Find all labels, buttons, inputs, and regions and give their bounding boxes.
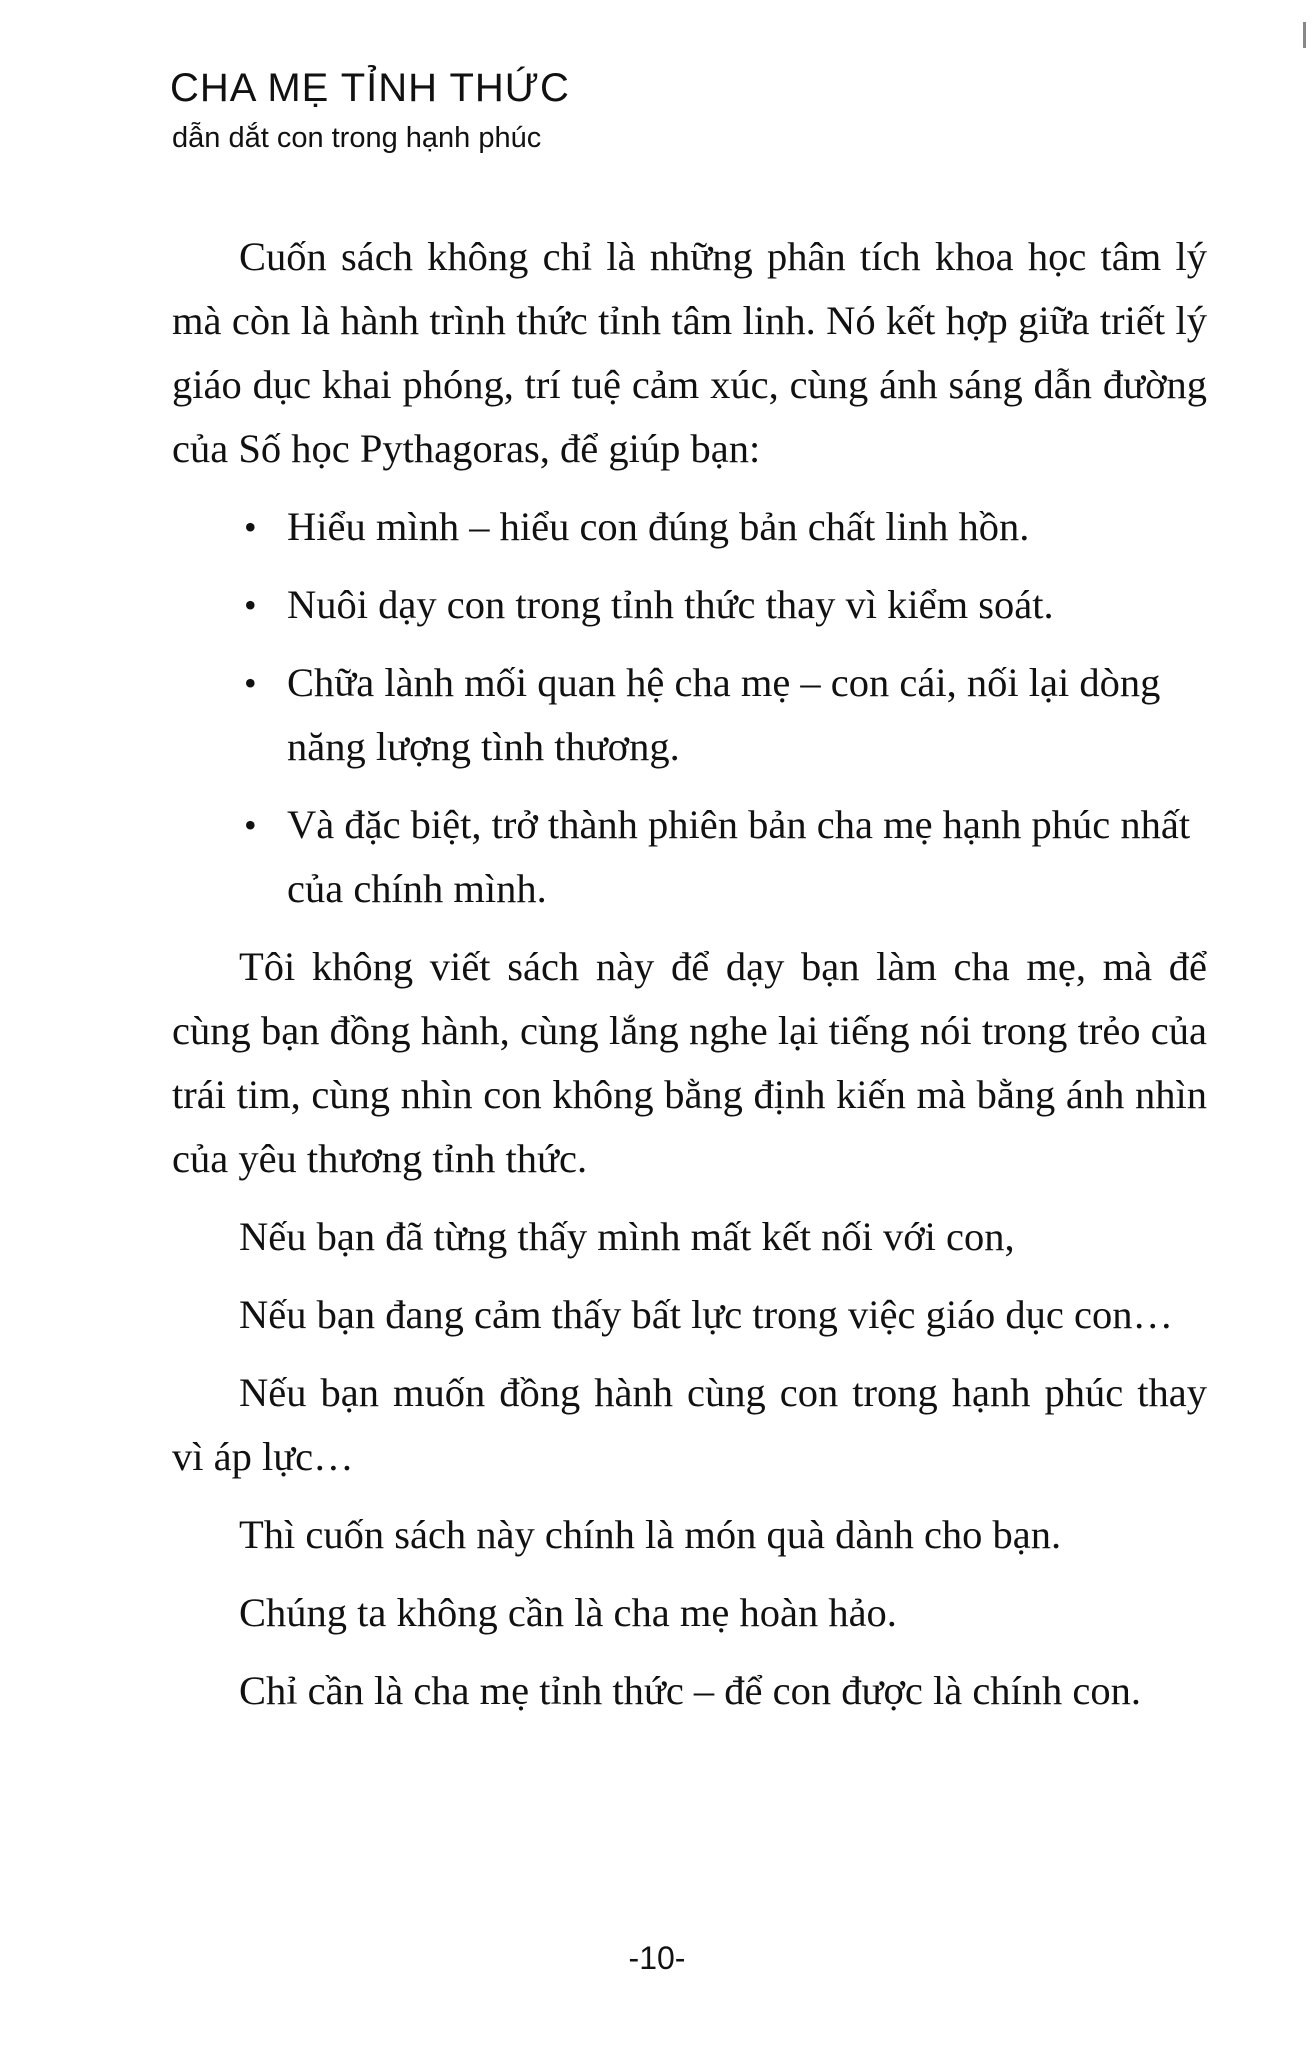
closing-line-2: Nếu bạn đang cảm thấy bất lực trong việc giáo dục con… [239,1292,1174,1337]
closing-line-3: Nếu bạn muốn đồng hành cùng con trong hạnh phúc thay vì áp lực… [172,1370,1207,1479]
list-item-text: Và đặc biệt, trở thành phiên bản cha mẹ hạnh phúc nhất của chính mình. [287,802,1191,911]
page-number: -10- [628,1940,686,1976]
running-header-title: CHA MẸ TỈNH THỨC [170,66,570,110]
closing-line-1: Nếu bạn đã từng thấy mình mất kết nối với con, [239,1214,1015,1259]
closing-line-4: Thì cuốn sách này chính là món quà dành cho bạn. [239,1512,1062,1557]
list-item [172,573,1207,637]
list-item-text: Hiểu mình – hiểu con đúng bản chất linh hồn. [287,504,1030,549]
bullet-dot-icon: • [244,585,257,625]
closing-line-6: Chỉ cần là cha mẹ tỉnh thức – để con được là chính con. [239,1668,1142,1713]
closing-line-5: Chúng ta không cần là cha mẹ hoàn hảo. [239,1590,897,1635]
list-item [172,651,1207,779]
running-header-subtitle: dẫn dắt con trong hạnh phúc [172,122,542,154]
benefit-list [172,495,1207,921]
list-item [172,495,1207,559]
bullet-dot-icon: • [244,805,257,845]
body-text [172,225,1207,1737]
intro-paragraph: Cuốn sách không chỉ là những phân tích khoa học tâm lý mà còn là hành trình thức tỉnh tâm linh. Nó kết hợp giữa triết lý giáo dục khai phóng, trí tuệ cảm xúc, cùng ánh sáng dẫn đường của Số học Pythagoras, để giúp bạn: [172,234,1207,471]
bullet-dot-icon: • [244,663,257,703]
list-item-text: Nuôi dạy con trong tỉnh thức thay vì kiểm soát. [287,582,1054,627]
list-item-text: Chữa lành mối quan hệ cha mẹ – con cái, nối lại dòng năng lượng tình thương. [287,660,1161,769]
bullet-dot-icon: • [244,507,257,547]
author-paragraph: Tôi không viết sách này để dạy bạn làm cha mẹ, mà để cùng bạn đồng hành, cùng lắng nghe lại tiếng nói trong trẻo của trái tim, cùng nhìn con không bằng định kiến mà bằng ánh nhìn của yêu thương tỉnh thức. [172,944,1207,1181]
list-item [172,793,1207,921]
page-edge-mark [1303,22,1306,48]
